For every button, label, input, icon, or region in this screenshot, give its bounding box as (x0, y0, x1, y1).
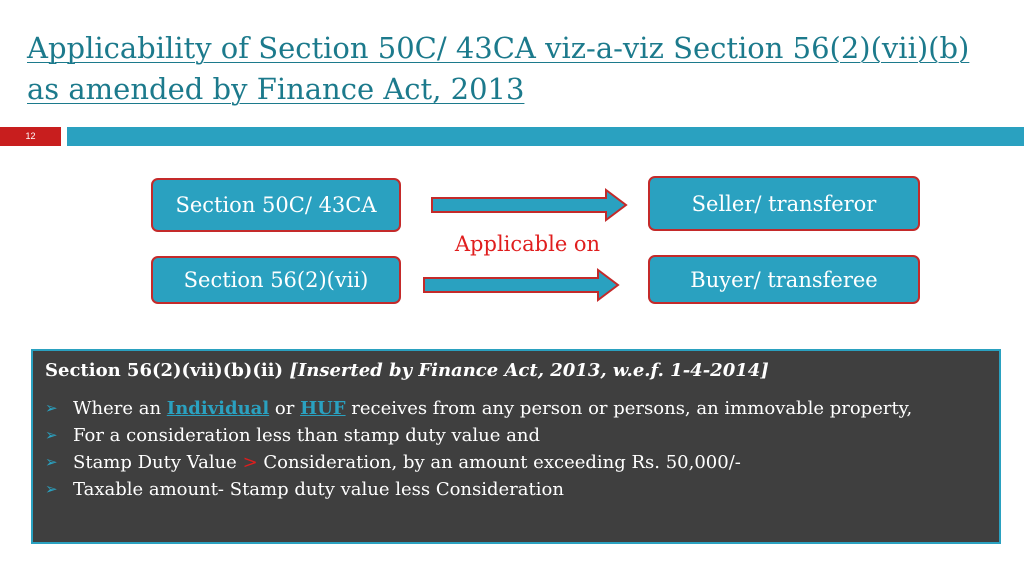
list-item (45, 449, 987, 476)
bullet-text: receives from any person or persons, an immovable property, (345, 398, 913, 419)
bullet-text: For a consideration less than stamp duty value and (73, 425, 540, 446)
slide-number: 12 (0, 127, 61, 146)
section-56-box: Section 56(2)(vii) (151, 256, 401, 304)
arrow-right-icon (422, 268, 622, 302)
list-item (45, 395, 987, 422)
bullet-text: or (269, 398, 301, 419)
provision-list (45, 395, 987, 503)
applicable-on-label: Applicable on (454, 232, 601, 256)
slide-title-line-1: Applicability of Section 50C/ 43CA viz-a-viz Section 56(2)(vii)(b) (27, 31, 970, 65)
list-item (45, 422, 987, 449)
bullet-text: Consideration, by an amount exceeding Rs. 50,000/- (257, 452, 741, 473)
header-rule (67, 127, 1024, 146)
arrowhead-bullet-icon: ➢ (45, 426, 58, 444)
seller-transferor-box: Seller/ transferor (648, 176, 920, 231)
slide-title (27, 28, 1017, 110)
panel-heading (45, 359, 987, 383)
panel-heading-section: Section 56(2)(vii)(b)(ii) (45, 360, 284, 381)
bullet-text: Taxable amount- Stamp duty value less Consideration (73, 479, 564, 500)
bullet-text: Stamp Duty Value (73, 452, 243, 473)
individual-term: Individual (166, 398, 270, 419)
list-item (45, 476, 987, 503)
provision-panel (31, 349, 1001, 544)
panel-heading-note: [Inserted by Finance Act, 2013, w.e.f. 1-4-2014] (289, 360, 769, 381)
bullet-text: Where an (73, 398, 167, 419)
section-50c-43ca-box: Section 50C/ 43CA (151, 178, 401, 232)
slide-title-line-2: as amended by Finance Act, 2013 (27, 72, 525, 106)
arrowhead-bullet-icon: ➢ (45, 453, 58, 471)
arrow-right-icon (430, 188, 630, 222)
arrowhead-bullet-icon: ➢ (45, 480, 58, 498)
huf-term: HUF (300, 398, 346, 419)
buyer-transferee-box: Buyer/ transferee (648, 255, 920, 304)
arrowhead-bullet-icon: ➢ (45, 399, 58, 417)
greater-than-symbol: > (242, 452, 258, 473)
